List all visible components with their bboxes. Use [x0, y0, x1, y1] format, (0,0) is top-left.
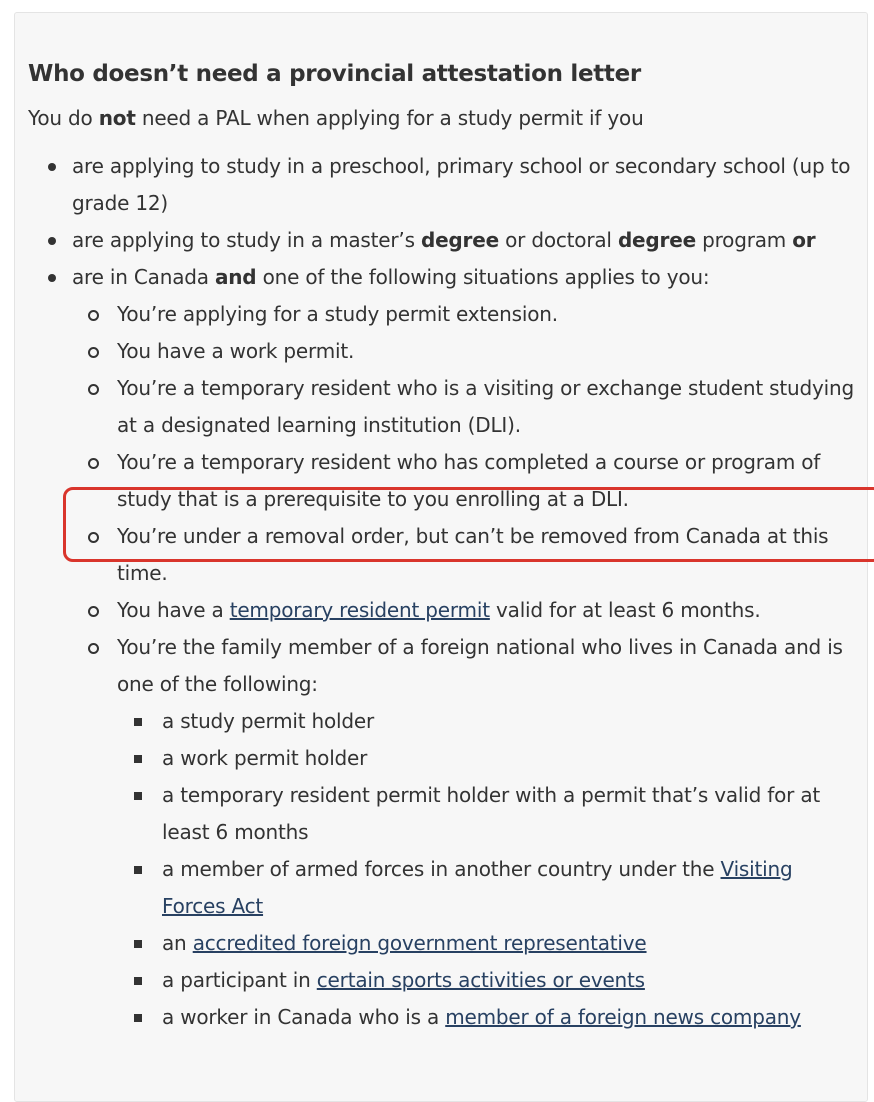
exemption-list	[28, 148, 858, 1036]
list-item-masters-doctoral: are applying to study in a master’s degree or doctoral degree program or	[28, 222, 858, 259]
square-bullet-icon	[134, 792, 142, 800]
circle-bullet-icon	[88, 643, 99, 654]
square-bullet-icon	[134, 718, 142, 726]
family-study-permit: a study permit holder	[117, 703, 858, 740]
circle-bullet-icon	[88, 532, 99, 543]
article-section	[28, 56, 858, 1036]
bullet-icon	[48, 274, 56, 282]
section-heading: Who doesn’t need a provincial attestation letter	[28, 61, 641, 87]
situation-trp: You have a temporary resident permit valid for at least 6 months.	[72, 592, 858, 629]
square-bullet-icon	[134, 755, 142, 763]
link-temporary-resident-permit[interactable]: temporary resident permit	[229, 598, 490, 622]
square-bullet-icon	[134, 977, 142, 985]
family-government-rep: an accredited foreign government representative	[117, 925, 858, 962]
situations-list	[72, 296, 858, 1036]
situation-prerequisite: You’re a temporary resident who has completed a course or program of study that is a prerequisite to you enrolling at a DLI.	[72, 444, 858, 518]
circle-bullet-icon	[88, 458, 99, 469]
family-member-list	[117, 703, 858, 1036]
situation-extension: You’re applying for a study permit extension.	[72, 296, 858, 333]
situation-family-member: You’re the family member of a foreign national who lives in Canada and is one of the following: a study permit holder a work permit holder a temporary resident permit holder with a permit that’s valid for at least 6 months a member of armed forces in another country under the Visiting Forces Act an accredited foreign government representative a participant in certain sports activities or events a worker in Canada who is a member of a foreign news company	[72, 629, 858, 1036]
emphasis-not: not	[98, 106, 136, 130]
list-item-preschool: are applying to study in a preschool, primary school or secondary school (up to grade 12)	[28, 148, 858, 222]
circle-bullet-icon	[88, 384, 99, 395]
list-item-in-canada: are in Canada and one of the following situations applies to you: You’re applying for a study permit extension. You have a work permit. You’re a temporary resident who is a visiting or exchange student studying at a designated learning institution (DLI). You’re a temporary resident who has completed a course or program of study that is a prerequisite to you enrolling at a DLI. You’re under a removal order, but can’t be removed from Canada at this time. You have a temporary resident permit valid for at least 6 months. You’re the family member of a foreign national who lives in Canada and is one of the following: a study permit holder a work permit holder a temporary resident permit holder with a permit that’s valid for at least 6 months a member of armed forces in another country under the Visiting Forces Act an accredited foreign government representative a participant in certain sports activities or events a worker in Canada who is a member of a foreign news company	[28, 259, 858, 1036]
circle-bullet-icon	[88, 310, 99, 321]
bullet-icon	[48, 237, 56, 245]
situation-work-permit: You have a work permit.	[72, 333, 858, 370]
circle-bullet-icon	[88, 347, 99, 358]
link-sports-activities[interactable]: certain sports activities or events	[316, 968, 645, 992]
square-bullet-icon	[134, 1014, 142, 1022]
bullet-icon	[48, 163, 56, 171]
family-work-permit: a work permit holder	[117, 740, 858, 777]
situation-removal-order: You’re under a removal order, but can’t be removed from Canada at this time.	[72, 518, 858, 592]
link-visiting-forces-act[interactable]: Visiting Forces Act	[162, 857, 793, 918]
link-foreign-news-company[interactable]: member of a foreign news company	[445, 1005, 801, 1029]
family-armed-forces: a member of armed forces in another country under the Visiting Forces Act	[117, 851, 858, 925]
family-sports: a participant in certain sports activities or events	[117, 962, 858, 999]
square-bullet-icon	[134, 940, 142, 948]
intro-paragraph: You do not need a PAL when applying for a study permit if you	[28, 106, 644, 130]
family-news-worker: a worker in Canada who is a member of a foreign news company	[117, 999, 858, 1036]
circle-bullet-icon	[88, 606, 99, 617]
square-bullet-icon	[134, 866, 142, 874]
situation-visiting-student: You’re a temporary resident who is a visiting or exchange student studying at a designated learning institution (DLI).	[72, 370, 858, 444]
link-accredited-government-rep[interactable]: accredited foreign government representative	[192, 931, 647, 955]
family-trp-holder: a temporary resident permit holder with a permit that’s valid for at least 6 months	[117, 777, 858, 851]
